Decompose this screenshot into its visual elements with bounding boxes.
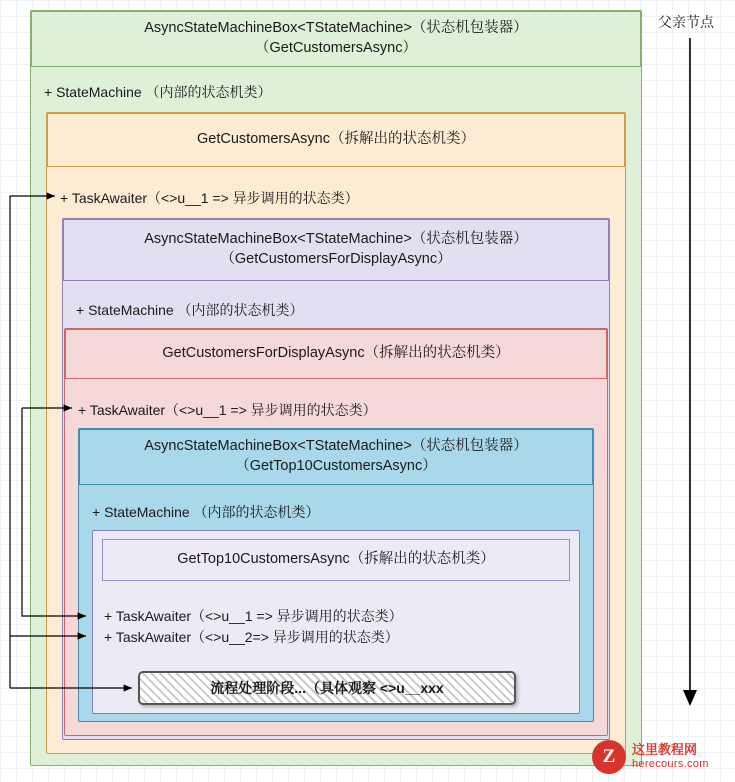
stage-processing-box: 流程处理阶段...（具体观察 <>u__xxx bbox=[138, 671, 516, 705]
level-6-title-line1: GetTop10CustomersAsync（拆解出的状态机类） bbox=[177, 551, 495, 568]
level-1-title-band bbox=[31, 11, 641, 67]
level-6-title-band bbox=[102, 539, 570, 581]
watermark bbox=[592, 738, 728, 776]
level-5-title-band bbox=[79, 429, 593, 485]
level-1-statemachine-label: + StateMachine （内部的状态机类） bbox=[44, 84, 272, 100]
watermark-en-text: herecours.com bbox=[632, 758, 709, 771]
level-5-statemachine-label: + StateMachine （内部的状态机类） bbox=[92, 504, 320, 520]
level-2-awaiter-label: + TaskAwaiter（<>u__1 => 异步调用的状态类） bbox=[60, 190, 359, 206]
level-2-title-line1: GetCustomersAsync（拆解出的状态机类） bbox=[197, 131, 475, 148]
level-4-title-line1: GetCustomersForDisplayAsync（拆解出的状态机类） bbox=[162, 345, 510, 362]
level-1-title-line2: （GetCustomersAsync） bbox=[255, 40, 417, 56]
level-2-title-band bbox=[47, 113, 625, 167]
watermark-cn-text: 这里教程网 bbox=[632, 742, 698, 758]
level-3-title-band bbox=[63, 219, 609, 281]
level-3-title-line1: AsyncStateMachineBox<TStateMachine>（状态机包装器） bbox=[144, 231, 528, 248]
level-4-title-band bbox=[65, 329, 607, 379]
level-3-statemachine-label: + StateMachine （内部的状态机类） bbox=[76, 302, 304, 318]
level-3-title-line2: （GetCustomersForDisplayAsync） bbox=[220, 251, 452, 267]
level-6-awaiter-label-1: + TaskAwaiter（<>u__1 => 异步调用的状态类） bbox=[104, 608, 403, 624]
level-6-awaiter-label-2: + TaskAwaiter（<>u__2=> 异步调用的状态类） bbox=[104, 629, 399, 645]
level-5-title-line2: （GetTop10CustomersAsync） bbox=[235, 458, 437, 474]
parent-node-label: 父亲节点 bbox=[658, 14, 714, 30]
level-4-awaiter-label: + TaskAwaiter（<>u__1 => 异步调用的状态类） bbox=[78, 402, 377, 418]
level-1-title-line1: AsyncStateMachineBox<TStateMachine>（状态机包装器） bbox=[144, 20, 528, 37]
watermark-logo-icon: Z bbox=[592, 740, 626, 774]
level-5-title-line1: AsyncStateMachineBox<TStateMachine>（状态机包装器） bbox=[144, 438, 528, 455]
